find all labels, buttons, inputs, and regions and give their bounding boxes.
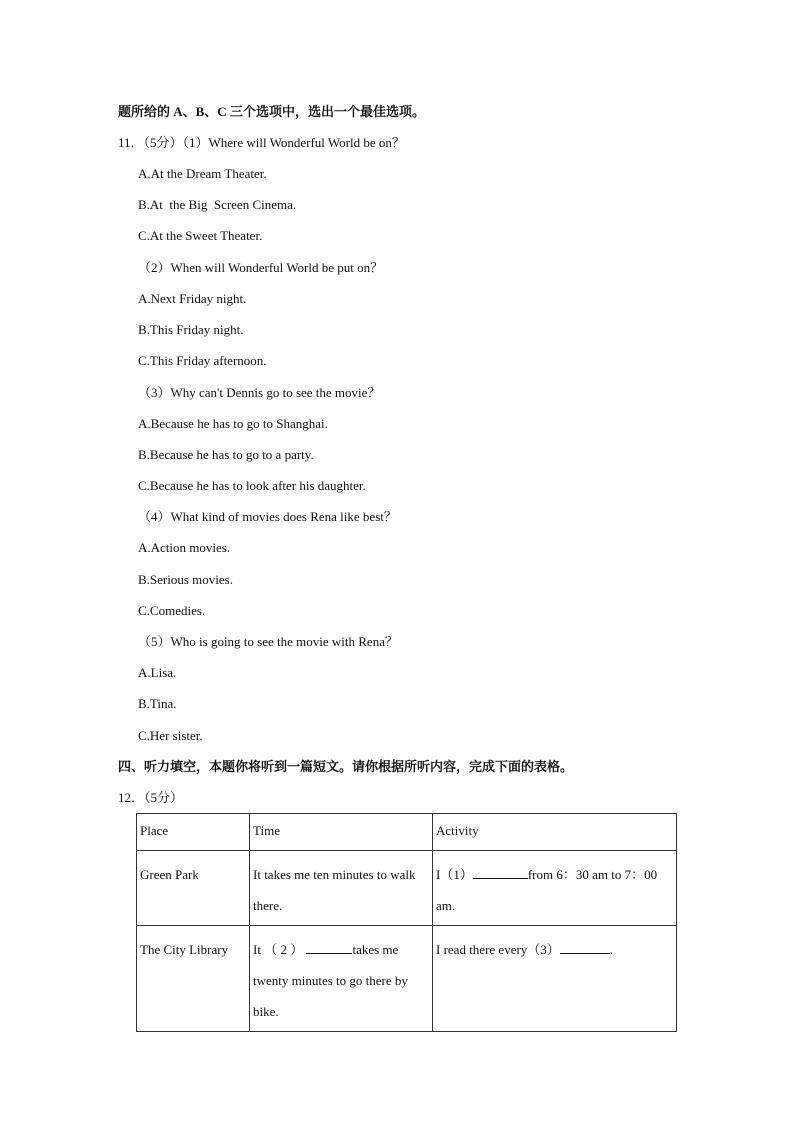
q11-1-option-a: A.At the Dream Theater. (138, 166, 267, 181)
q11-2-option-b: B.This Friday night. (138, 322, 244, 337)
table-row (137, 926, 677, 1032)
cell-activity (433, 926, 677, 1032)
q11-2-option-a: A.Next Friday night. (138, 291, 247, 306)
time-text-pre: It （ 2 ） (253, 942, 307, 957)
activity-text-pre: I read there every（3） (436, 942, 560, 957)
q11-5-option-c: C.Her sister. (138, 728, 203, 743)
q11-2-option-c: C.This Friday afternoon. (138, 353, 267, 368)
q11-3-question: （3）Why can't Dennis go to see the movie？ (138, 385, 381, 400)
q11-3-option-c: C.Because he has to look after his daughter. (138, 478, 366, 493)
answer-blank-3[interactable] (560, 939, 610, 954)
section-intro: 题所给的 A、B、C 三个选项中，选出一个最佳选项。 (118, 104, 425, 119)
question-12-header: 12．（5分） (118, 790, 184, 805)
time-text-post: takes me twenty minutes to go there by bike. (253, 942, 408, 1019)
cell-activity (433, 851, 677, 926)
section-4-heading: 四、听力填空，本题你将听到一篇短文。请你根据所听内容，完成下面的表格。 (118, 759, 574, 774)
q11-1-option-c: C.At the Sweet Theater. (138, 228, 263, 243)
listening-table (136, 813, 677, 1032)
cell-time (250, 926, 433, 1032)
q11-2-question: （2）When will Wonderful World be put on？ (138, 260, 384, 275)
q11-5-question: （5）Who is going to see the movie with Rena？ (138, 634, 398, 649)
q11-4-question: （4）What kind of movies does Rena like best？ (138, 509, 397, 524)
q11-5-option-b: B.Tina. (138, 696, 177, 711)
activity-text-post: . (609, 942, 614, 957)
activity-text-post: from 6：30 am to 7：00 am. (436, 867, 658, 913)
header-place: Place (137, 814, 250, 851)
q11-3-option-a: A.Because he has to go to Shanghai. (138, 416, 328, 431)
cell-place: Green Park (137, 851, 250, 926)
activity-text-pre: I（1） (436, 867, 473, 882)
header-activity: Activity (433, 814, 677, 851)
q11-1-option-b: B.At the Big Screen Cinema. (138, 197, 297, 212)
answer-blank-2[interactable] (306, 939, 352, 954)
q11-5-option-a: A.Lisa. (138, 665, 177, 680)
cell-time: It takes me ten minutes to walk there. (250, 851, 433, 926)
question-11-header: 11．（5分）（1）Where will Wonderful World be on？ (118, 135, 405, 150)
q11-4-option-c: C.Comedies. (138, 603, 206, 618)
answer-blank-1[interactable] (473, 864, 528, 879)
q11-4-option-a: A.Action movies. (138, 540, 231, 555)
q11-4-option-b: B.Serious movies. (138, 572, 233, 587)
table-header-row (137, 814, 677, 851)
cell-place: The City Library (137, 926, 250, 1032)
q11-3-option-b: B.Because he has to go to a party. (138, 447, 314, 462)
header-time: Time (250, 814, 433, 851)
table-row (137, 851, 677, 926)
